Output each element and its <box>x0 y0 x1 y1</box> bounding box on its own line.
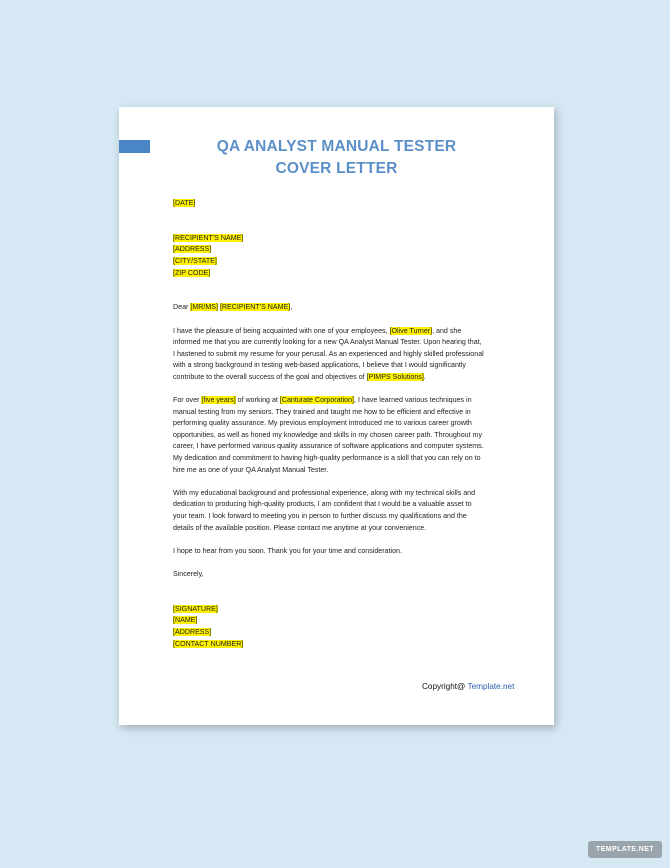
recipient-zip: [ZIP CODE] <box>173 268 211 277</box>
recipient-city-state: [CITY/STATE] <box>173 256 217 265</box>
employee-name: [Olive Turner] <box>389 326 433 335</box>
title-line-2: COVER LETTER <box>275 160 398 177</box>
recipient-name: [RECIPIENT'S NAME] <box>173 233 244 242</box>
years-experience: [five years] <box>201 396 236 405</box>
letter-body <box>173 198 517 650</box>
salutation: Dear [MR/MS] [RECIPIENT'S NAME], <box>173 303 293 312</box>
template-site-link[interactable]: Template.net <box>467 682 515 691</box>
salutation-name: [RECIPIENT'S NAME] <box>219 303 291 312</box>
document-title <box>119 136 554 180</box>
paragraph-3: With my educational background and professional experience, along with my technical skills and dedication to producing high-quality products, I am confident that I would be a valuable asset to your team. I look forward to meeting you in person to further discuss my qualifications and the details of the available position. Please contact me anytime at your convenience. <box>173 488 476 532</box>
paragraph-1: I have the pleasure of being acquainted with one of your employees, [Olive Turner], and she informed me that you are currently looking for a new QA Analyst Manual Tester. Upon hearing that, I hastened to submit my resume for your perusal. As an experienced and highly skilled professional with a strong background in testing web-based applications, I believe that I would significantly contribute to the overall success of the goal and objectives of [PIMPS Solutions]. <box>173 326 484 381</box>
previous-employer: [Canturate Corporation] <box>279 396 355 405</box>
sender-address: [ADDRESS] <box>173 627 212 636</box>
sender-name: [NAME] <box>173 616 198 625</box>
salutation-title: [MR/MS] <box>190 303 218 312</box>
signature-placeholder: [SIGNATURE] <box>173 604 218 613</box>
date-field <box>173 198 517 210</box>
date-placeholder: [DATE] <box>173 199 196 207</box>
paragraph-4: I hope to hear from you soon. Thank you for your time and consideration. <box>173 546 402 555</box>
recipient-address: [ADDRESS] <box>173 245 212 254</box>
watermark-badge: TEMPLATE.NET <box>588 841 662 858</box>
company-name: [PIMPS Solutions] <box>366 372 424 381</box>
letter-page <box>119 107 554 725</box>
signature-block <box>173 604 517 650</box>
recipient-block <box>173 233 517 279</box>
paragraph-2: For over [five years] of working at [Canturate Corporation], I have learned various techniques in manual testing from my seniors. They trained and taught me how to be efficient and effective in performing quality assurance. My previous employment introduced me to various career growth opportunities, as well as honed my knowledge and skills in my chosen career path. Throughout my career, I have performed various quality assurance of software applications and computer systems. My dedication and commitment to having high-quality performance is a skill that you can rely on to hire me as one of your QA Analyst Manual Tester. <box>173 396 484 474</box>
sender-contact: [CONTACT NUMBER] <box>173 639 244 648</box>
copyright-notice: Copyright@ Template.net <box>422 682 515 691</box>
title-line-1: QA ANALYST MANUAL TESTER <box>216 138 457 155</box>
closing: Sincerely, <box>173 570 204 578</box>
